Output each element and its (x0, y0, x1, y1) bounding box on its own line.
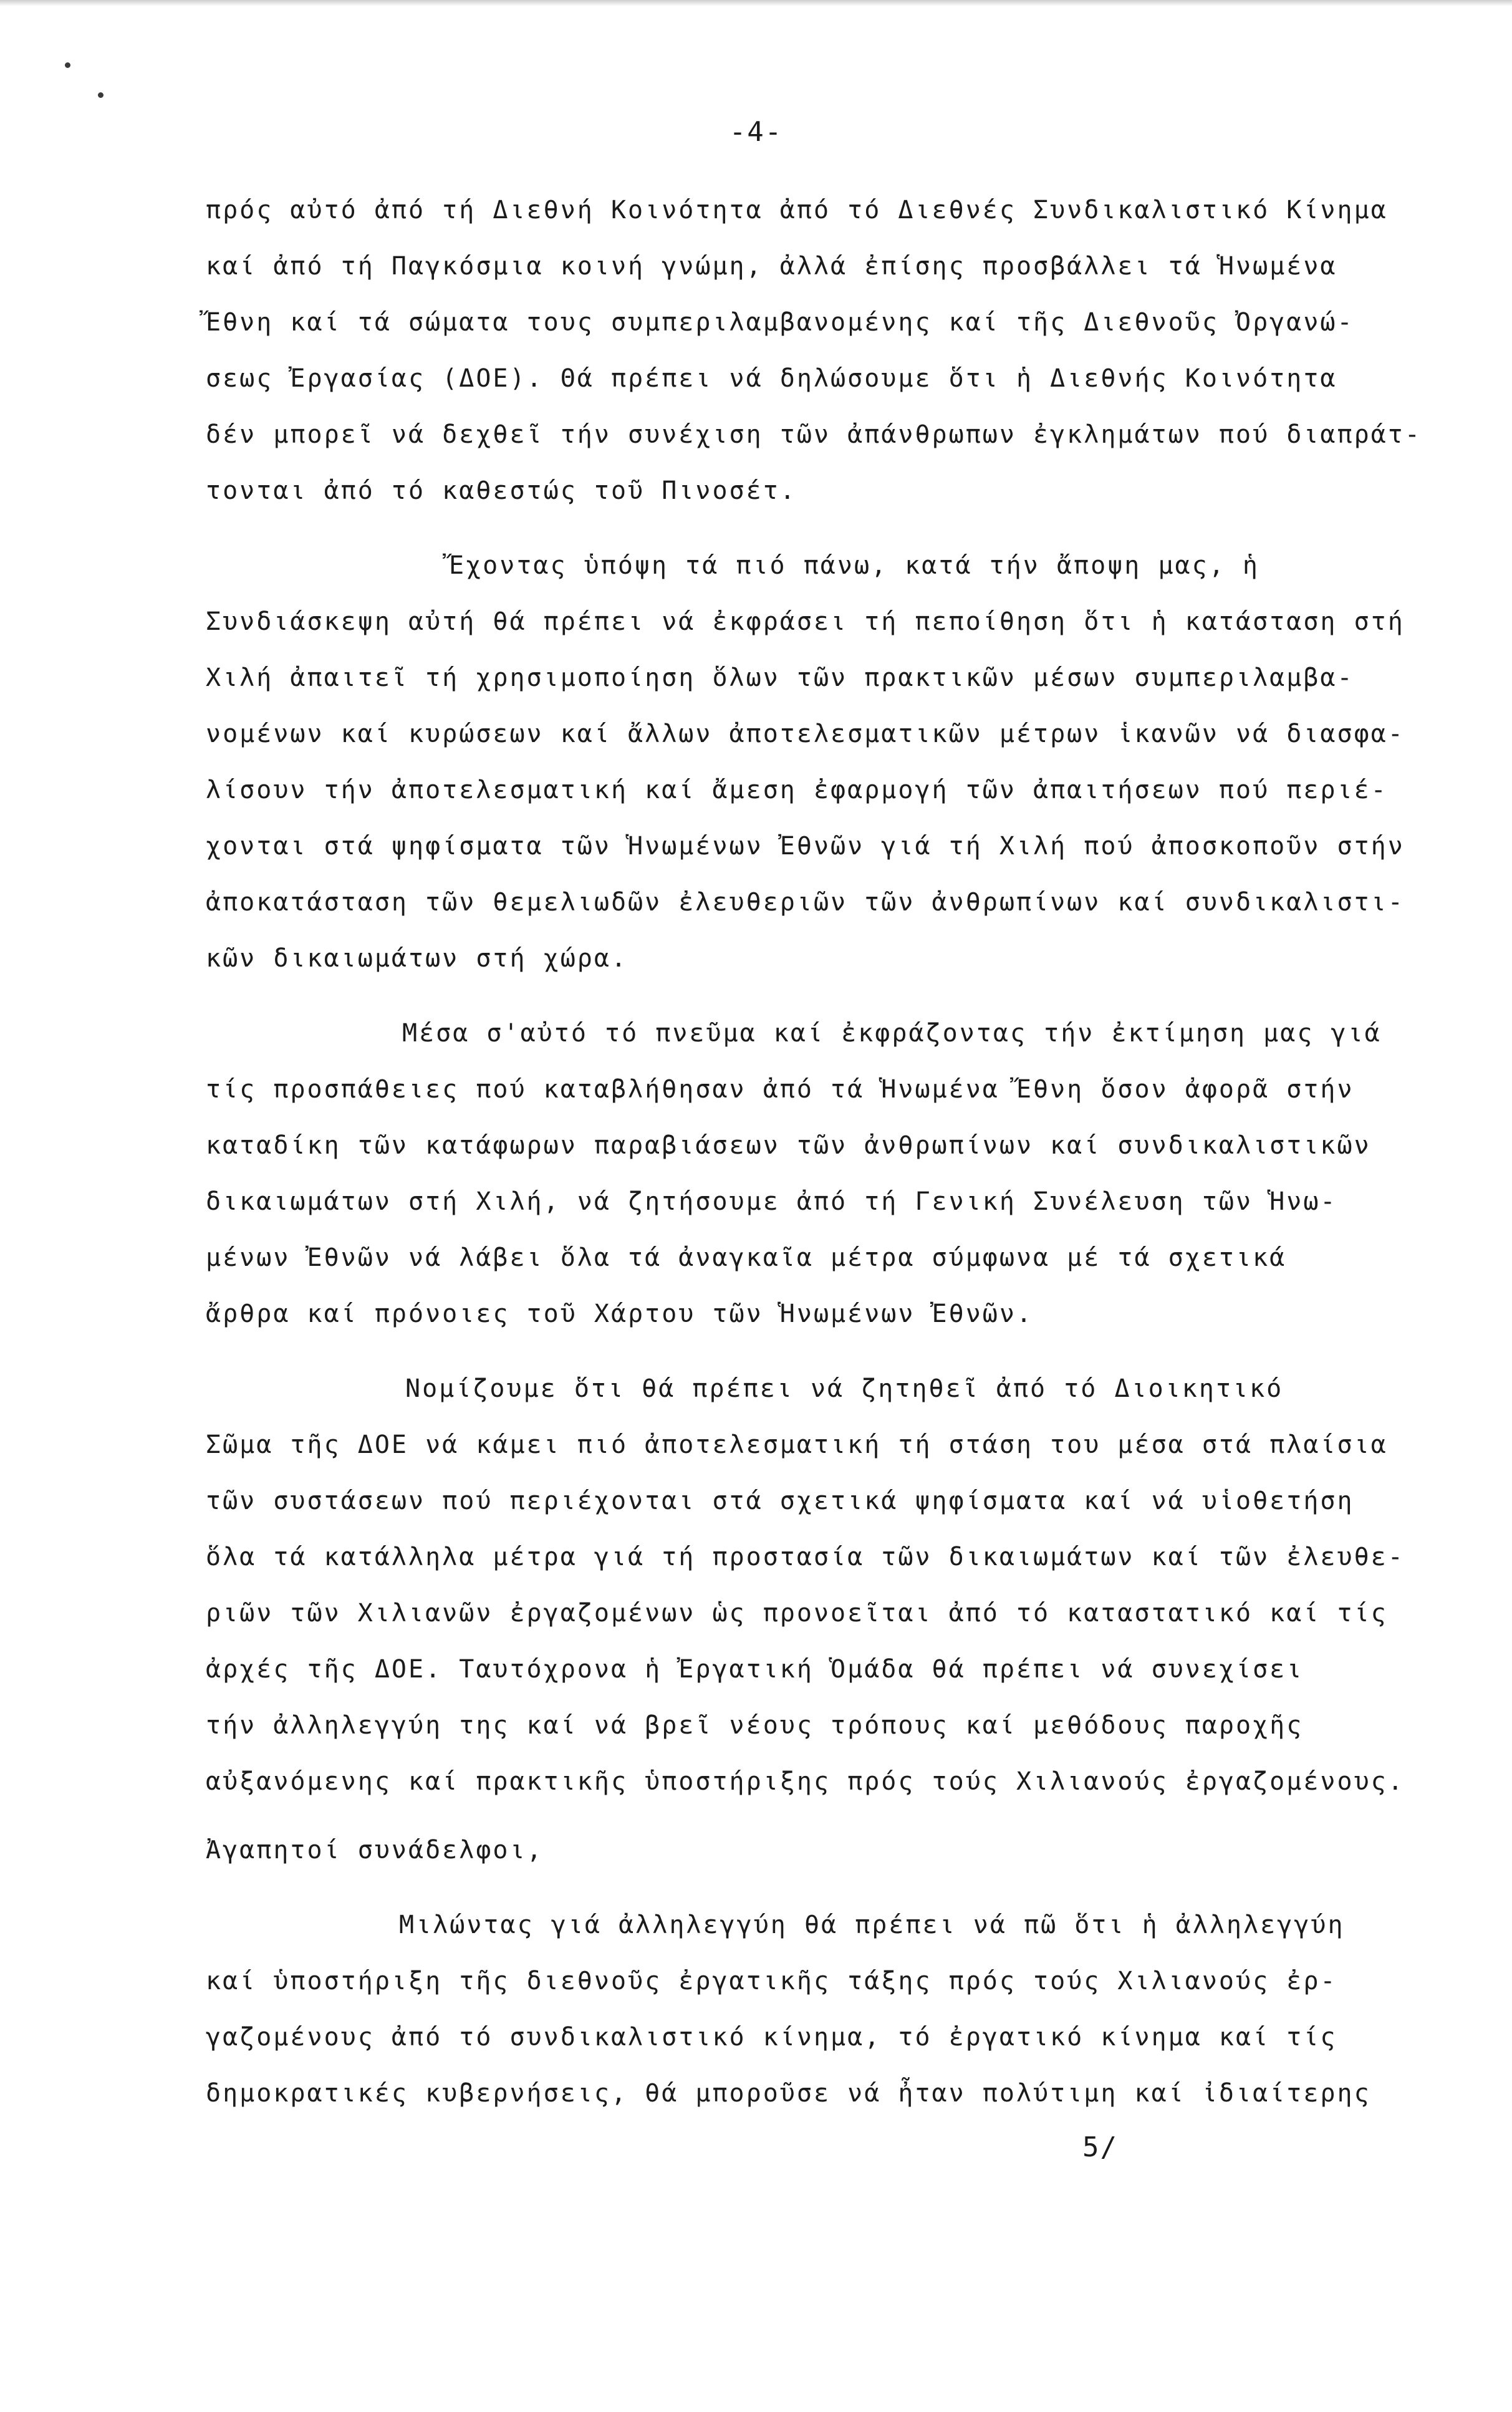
text-line: σεως Ἐργασίας (ΔΟΕ). Θά πρέπει νά δηλώσουμε ὅτι ἡ Διεθνής Κοινότητα (206, 364, 1337, 393)
text-line: ὅλα τά κατάλληλα μέτρα γιά τή προστασία τῶν δικαιωμάτων καί τῶν ἐλευθε- (206, 1543, 1405, 1571)
text-line: καταδίκη τῶν κατάφωρων παραβιάσεων τῶν ἀνθρωπίνων καί συνδικαλιστικῶν (206, 1131, 1371, 1160)
text-line: ἄρθρα καί πρόνοιες τοῦ Χάρτου τῶν Ἡνωμένων Ἐθνῶν. (206, 1300, 1034, 1328)
scan-speck (98, 92, 104, 98)
text-line: τήν ἀλληλεγγύη της καί νά βρεῖ νέους τρόπους καί μεθόδους παροχῆς (206, 1711, 1304, 1740)
text-line: δικαιωμάτων στή Χιλή, νά ζητήσουμε ἀπό τή Γενική Συνέλευση τῶν Ἡνω- (206, 1187, 1337, 1216)
text-line: καί ὑποστήριξη τῆς διεθνοῦς ἐργατικῆς τάξης πρός τούς Χιλιανούς ἐρ- (206, 1967, 1337, 1995)
salutation: Ἀγαπητοί συνάδελφοι, (206, 1836, 544, 1864)
text-line: κῶν δικαιωμάτων στή χώρα. (206, 944, 628, 973)
text-line: τῶν συστάσεων πού περιέχονται στά σχετικά ψηφίσματα καί νά υἱοθετήση (206, 1487, 1354, 1515)
text-line: δημοκρατικές κυβερνήσεις, θά μποροῦσε νά ἦταν πολύτιμη καί ἰδιαίτερης (206, 2079, 1371, 2108)
continuation-ref: 5/ (1082, 2131, 1118, 2163)
text-line: ἀποκατάσταση τῶν θεμελιωδῶν ἐλευθεριῶν τῶν ἀνθρωπίνων καί συνδικαλιστι- (206, 888, 1405, 917)
text-line: Ἔχοντας ὑπόψη τά πιό πάνω, κατά τήν ἄποψη μας, ἡ (449, 551, 1259, 580)
text-line: ριῶν τῶν Χιλιανῶν ἐργαζομένων ὡς προνοεῖται ἀπό τό καταστατικό καί τίς (206, 1599, 1388, 1628)
text-line: λίσουν τήν ἀποτελεσματική καί ἄμεση ἐφαρμογή τῶν ἀπαιτήσεων πού περιέ- (206, 776, 1388, 804)
text-line: Μέσα σ'αὐτό τό πνεῦμα καί ἐκφράζοντας τήν ἐκτίμηση μας γιά (402, 1019, 1382, 1048)
text-line: τονται ἀπό τό καθεστώς τοῦ Πινοσέτ. (206, 476, 797, 505)
text-line: ἀρχές τῆς ΔΟΕ. Ταυτόχρονα ἡ Ἐργατική Ὁμάδα θά πρέπει νά συνεχίσει (206, 1655, 1304, 1684)
text-line: Σῶμα τῆς ΔΟΕ νά κάμει πιό ἀποτελεσματική τή στάση του μέσα στά πλαίσια (206, 1430, 1388, 1459)
text-line: μένων Ἐθνῶν νά λάβει ὅλα τά ἀναγκαῖα μέτρα σύμφωνα μέ τά σχετικά (206, 1243, 1287, 1272)
text-line: δέν μπορεῖ νά δεχθεῖ τήν συνέχιση τῶν ἀπάνθρωπων ἐγκλημάτων πού διαπράτ- (206, 420, 1422, 449)
text-line: χονται στά ψηφίσματα τῶν Ἡνωμένων Ἐθνῶν γιά τή Χιλή πού ἀποσκοποῦν στήν (206, 832, 1405, 861)
text-line: γαζομένους ἀπό τό συνδικαλιστικό κίνημα, τό ἐργατικό κίνημα καί τίς (206, 2023, 1337, 2052)
scan-top-edge (0, 0, 1512, 6)
text-line: Νομίζουμε ὅτι θά πρέπει νά ζητηθεῖ ἀπό τό Διοικητικό (405, 1374, 1284, 1403)
text-line: τίς προσπάθειες πού καταβλήθησαν ἀπό τά Ἡνωμένα Ἔθνη ὅσον ἀφορᾶ στήν (206, 1075, 1354, 1104)
text-line: αὐξανόμενης καί πρακτικῆς ὑποστήριξης πρός τούς Χιλιανούς ἐργαζομένους. (206, 1767, 1405, 1796)
page-number: -4- (729, 116, 783, 148)
text-line: Συνδιάσκεψη αὐτή θά πρέπει νά ἐκφράσει τή πεποίθηση ὅτι ἡ κατάσταση στή (206, 607, 1405, 636)
text-line: πρός αὐτό ἀπό τή Διεθνή Κοινότητα ἀπό τό Διεθνές Συνδικαλιστικό Κίνημα (206, 196, 1388, 224)
scan-speck (65, 62, 70, 68)
text-line: Μιλώντας γιά ἀλληλεγγύη θά πρέπει νά πῶ ὅτι ἡ ἀλληλεγγύη (399, 1911, 1345, 1939)
text-line: Χιλή ἀπαιτεῖ τή χρησιμοποίηση ὅλων τῶν πρακτικῶν μέσων συμπεριλαμβα- (206, 663, 1354, 692)
text-line: καί ἀπό τή Παγκόσμια κοινή γνώμη, ἀλλά ἐπίσης προσβάλλει τά Ἡνωμένα (206, 252, 1337, 281)
text-line: Ἔθνη καί τά σώματα τους συμπεριλαμβανομένης καί τῆς Διεθνοῦς Ὀργανώ- (206, 308, 1354, 337)
text-line: νομένων καί κυρώσεων καί ἄλλων ἀποτελεσματικῶν μέτρων ἱκανῶν νά διασφα- (206, 720, 1405, 748)
